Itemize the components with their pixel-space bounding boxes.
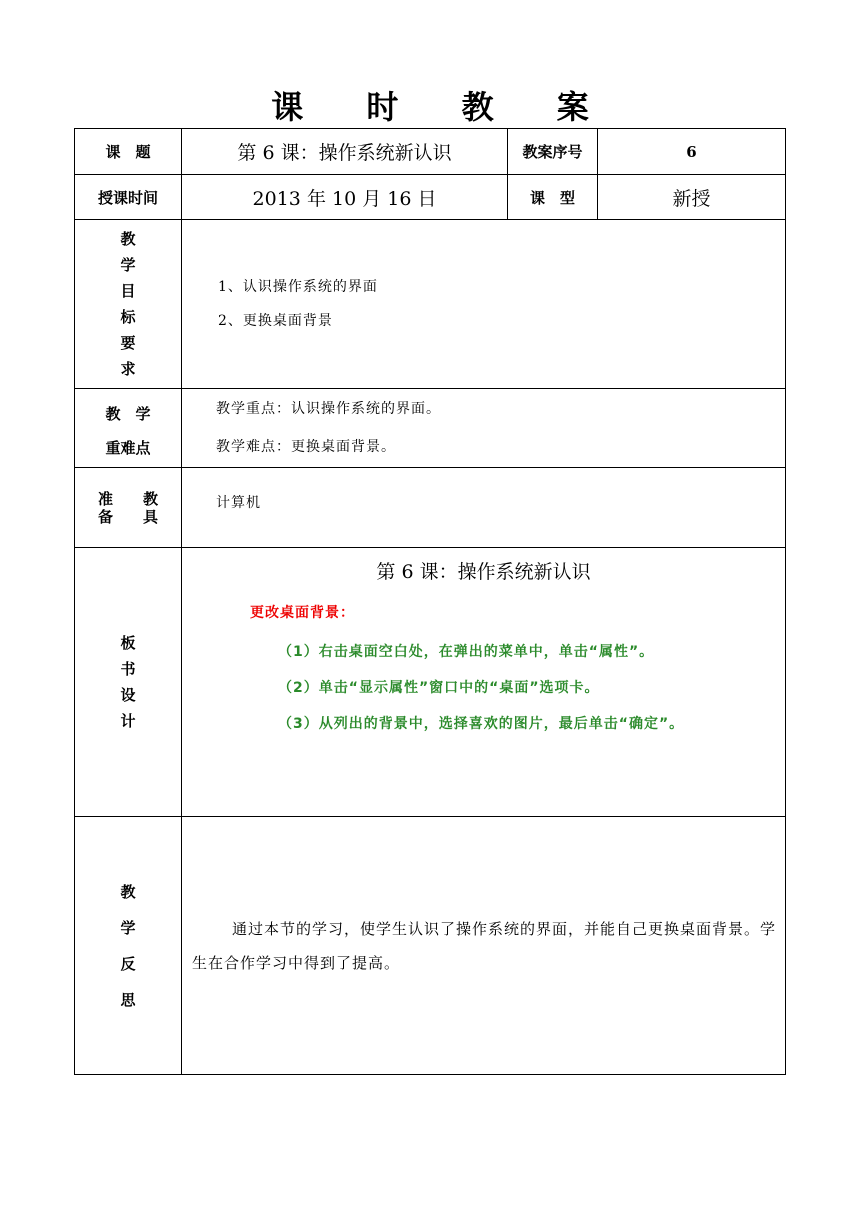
board-step: （1）右击桌面空白处，在弹出的菜单中，单击“属性”。 [278,644,655,660]
row-topic [75,129,786,175]
label-seq: 教案序号 [508,129,598,175]
reflection-label-char: 思 [120,990,136,1009]
row-prep [75,468,786,548]
board-label-char: 计 [120,712,136,730]
board-subtitle: 更改桌面背景： [250,605,355,621]
board-label-char: 书 [120,660,136,678]
goals-label-char: 标 [120,308,136,326]
keypoints-label [75,389,182,468]
keypoints-label-top: 教 学 [105,405,151,423]
prep-label [75,468,182,548]
keypoints-content [182,389,786,468]
goals-label-char: 教 [120,230,136,248]
board-label [75,548,182,817]
keypoints-label-bottom: 重难点 [105,439,151,457]
goals-label-char: 学 [120,256,136,274]
board-label-char: 板 [120,634,136,652]
label-type: 课 型 [508,175,598,220]
board-step: （3）从列出的背景中，选择喜欢的图片，最后单击“确定”。 [278,716,685,732]
key-point: 教学重点：认识操作系统的界面。 [216,401,441,417]
label-topic: 课 题 [75,129,182,175]
board-step: （2）单击“显示属性”窗口中的“桌面”选项卡。 [278,680,600,696]
board-label-char: 设 [120,686,136,704]
type-value: 新授 [598,175,786,220]
goals-label-char: 求 [120,360,136,378]
page-title: 课 时 教 案 [271,88,615,126]
board-steps [278,634,785,742]
board-title: 第 6 课：操作系统新认识 [376,561,591,583]
difficulty-point: 教学难点：更换桌面背景。 [216,439,396,455]
seq-value: 6 [598,129,786,175]
reflection-content: 通过本节的学习，使学生认识了操作系统的界面，并能自己更换桌面背景。学生在合作学习中得到了提高。 [182,817,786,1075]
reflection-label-char: 反 [120,954,136,973]
reflection-label [75,817,182,1075]
goals-label-char: 目 [120,282,136,300]
goals-label-char: 要 [120,334,136,352]
goal-item: 2、更换桌面背景 [218,313,333,329]
board-content [182,548,786,817]
goals-content [182,220,786,389]
topic-value: 第 6 课：操作系统新认识 [182,129,508,175]
row-goals [75,220,786,389]
label-time: 授课时间 [75,175,182,220]
goal-item: 1、认识操作系统的界面 [218,279,378,295]
prep-label-top: 准 教 [97,489,158,508]
prep-label-bottom: 备 具 [97,507,158,526]
prep-content: 计算机 [182,468,786,548]
time-value: 2013 年 10 月 16 日 [182,175,508,220]
row-keypoints [75,389,786,468]
reflection-label-char: 学 [120,918,136,937]
row-reflection [75,817,786,1075]
reflection-label-char: 教 [120,882,136,901]
goals-label [75,220,182,389]
lesson-plan-table [74,128,786,1075]
row-time [75,175,786,220]
row-board [75,548,786,817]
